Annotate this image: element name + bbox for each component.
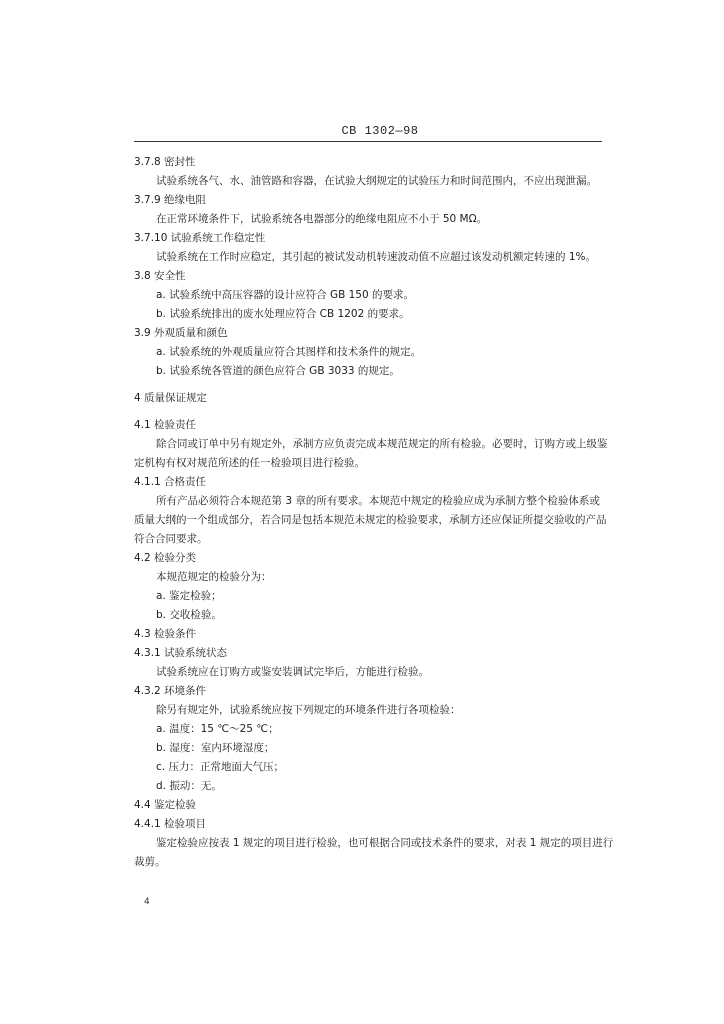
section-4-4-1-text-2: 裁剪。 <box>134 856 166 868</box>
section-3-7-9-heading: 3.7.9 绝缘电阻 <box>134 194 207 206</box>
section-4-3-heading: 4.3 检验条件 <box>134 628 197 640</box>
section-4-4-1-text-1: 鉴定检验应按表 1 规定的项目进行检验，也可根据合同或技术条件的要求，对表 1 规定的项目进行 <box>156 837 614 849</box>
section-4-3-2-item-b: b. 湿度：室内环境湿度； <box>156 742 275 754</box>
section-4-4-1-heading: 4.4.1 检验项目 <box>134 818 207 830</box>
section-4-2-text: 本规范规定的检验分为： <box>156 571 272 583</box>
section-4-1-1-text-2: 质量大纲的一个组成部分，若合同是包括本规范未规定的检验要求，承制方还应保证所提交验收的产品 <box>134 514 607 526</box>
chapter-4-heading: 4 质量保证规定 <box>134 392 208 404</box>
standard-code: CB 1302—98 <box>341 124 419 138</box>
section-4-1-1-heading: 4.1.1 合格责任 <box>134 476 207 488</box>
section-4-2-item-a: a. 鉴定检验； <box>156 590 222 602</box>
section-4-1-text-1: 除合同或订单中另有规定外，承制方应负责完成本规范规定的所有检验。必要时，订购方或上级鉴 <box>156 438 608 450</box>
section-4-1-1-text-3: 符合合同要求。 <box>134 533 208 545</box>
section-4-1-1-text-1: 所有产品必须符合本规范第 3 章的所有要求。本规范中规定的检验应成为承制方整个检验体系或 <box>156 495 600 507</box>
section-3-7-10-heading: 3.7.10 试验系统工作稳定性 <box>134 232 266 244</box>
section-4-3-2-item-a: a. 温度：15 ℃～25 ℃； <box>156 723 279 735</box>
section-4-3-1-heading: 4.3.1 试验系统状态 <box>134 647 228 659</box>
section-4-3-1-text: 试验系统应在订购方或鉴安装调试完毕后，方能进行检验。 <box>156 666 429 678</box>
section-4-4-heading: 4.4 鉴定检验 <box>134 799 197 811</box>
section-4-3-2-item-d: d. 振动：无。 <box>156 780 222 792</box>
section-4-3-2-item-c: c. 压力：正常地面大气压； <box>156 761 284 773</box>
section-4-3-2-heading: 4.3.2 环境条件 <box>134 685 207 697</box>
page-number: 4 <box>144 897 150 907</box>
section-3-9-item-b: b. 试验系统各管道的颜色应符合 GB 3033 的规定。 <box>156 365 400 377</box>
section-4-3-2-text: 除另有规定外，试验系统应按下列规定的环境条件进行各项检验： <box>156 704 461 716</box>
section-4-2-heading: 4.2 检验分类 <box>134 552 197 564</box>
section-3-9-heading: 3.9 外观质量和颜色 <box>134 327 228 339</box>
section-4-1-text-2: 定机构有权对规范所述的任一检验项目进行检验。 <box>134 457 365 469</box>
section-3-9-item-a: a. 试验系统的外观质量应符合其图样和技术条件的规定。 <box>156 346 422 358</box>
section-3-7-10-text: 试验系统在工作时应稳定，其引起的被试发动机转速波动值不应超过该发动机额定转速的 1%。 <box>156 251 596 263</box>
section-3-8-item-b: b. 试验系统排出的废水处理应符合 CB 1202 的要求。 <box>156 308 410 320</box>
section-3-7-8-heading: 3.7.8 密封性 <box>134 156 196 168</box>
section-3-7-9-text: 在正常环境条件下，试验系统各电器部分的绝缘电阻应不小于 50 MΩ。 <box>156 213 488 225</box>
section-4-1-heading: 4.1 检验责任 <box>134 419 197 431</box>
section-3-8-item-a: a. 试验系统中高压容器的设计应符合 GB 150 的要求。 <box>156 289 415 301</box>
header-rule <box>134 141 602 142</box>
section-3-8-heading: 3.8 安全性 <box>134 270 186 282</box>
section-4-2-item-b: b. 交收检验。 <box>156 609 222 621</box>
section-3-7-8-text: 试验系统各气、水、油管路和容器，在试验大纲规定的试验压力和时间范围内，不应出现泄漏。 <box>156 175 597 187</box>
